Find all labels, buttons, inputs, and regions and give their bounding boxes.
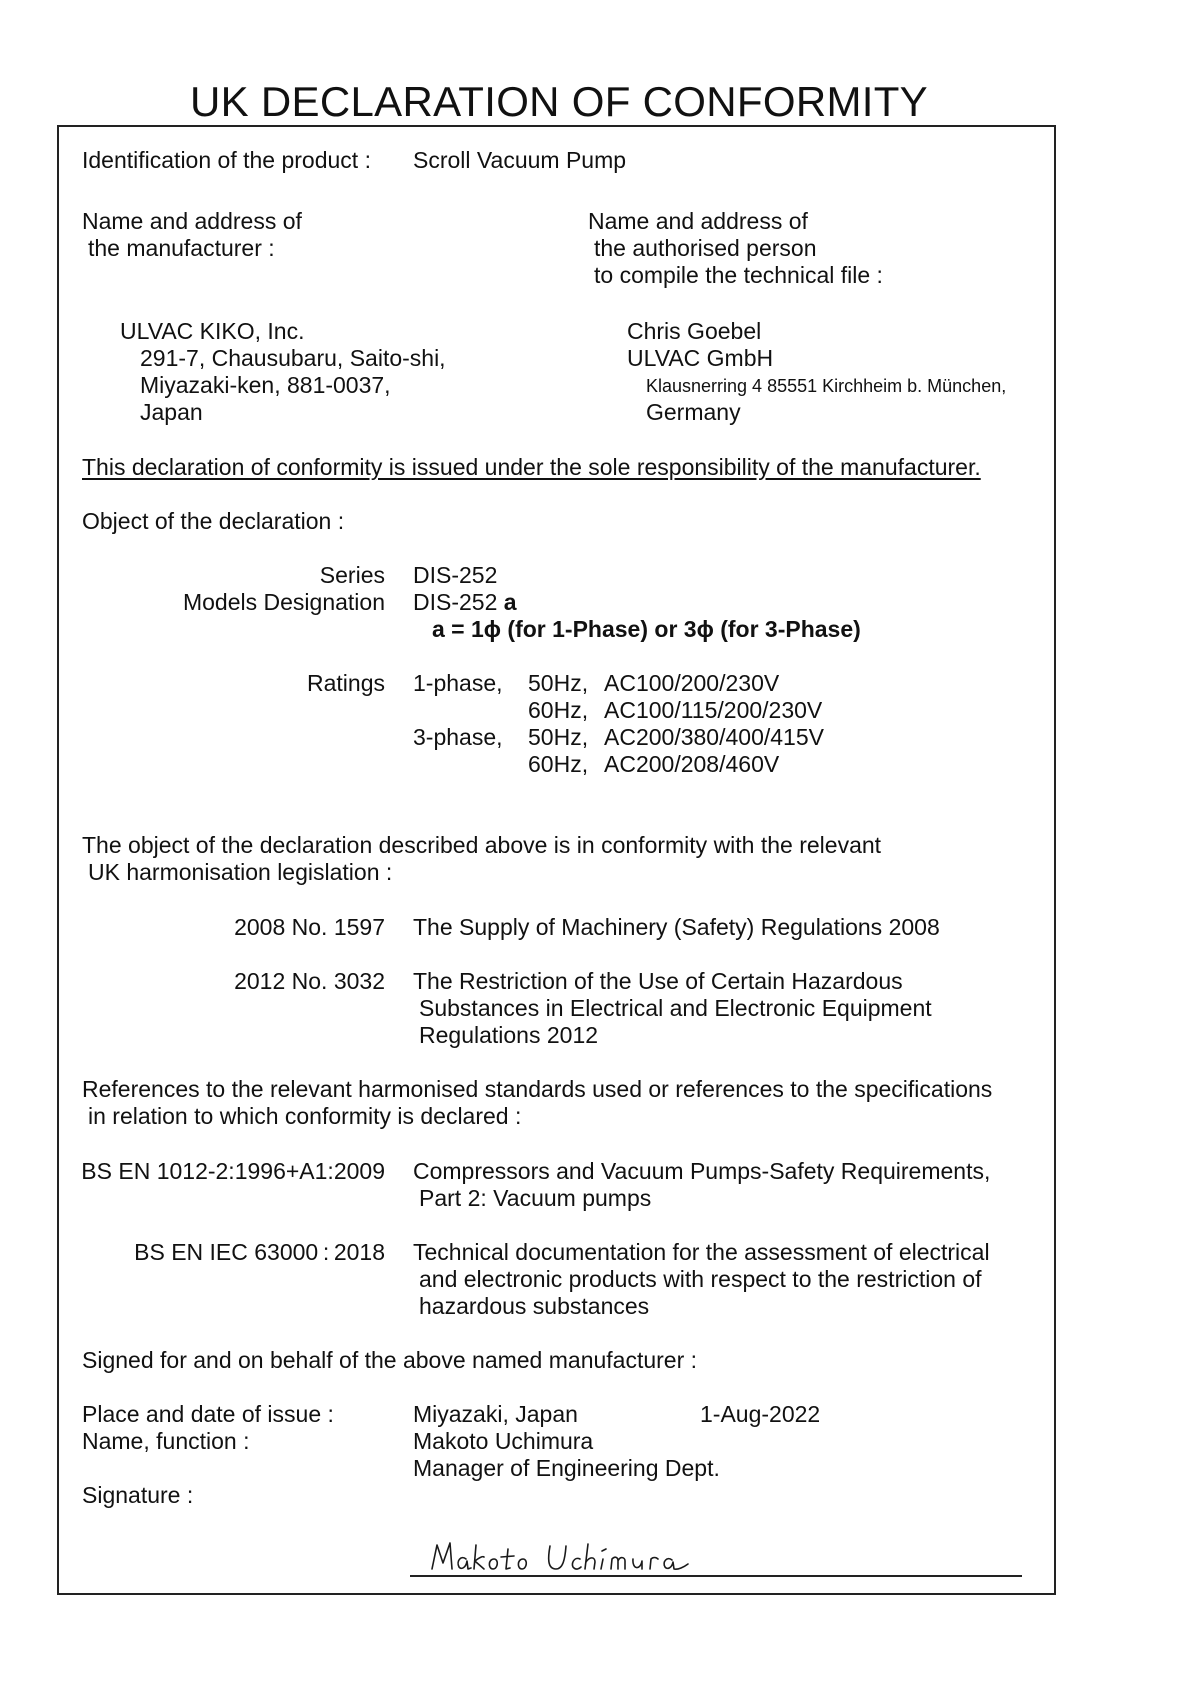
standard-title: Part 2: Vacuum pumps (419, 1185, 652, 1211)
rating-freq: 60Hz, (528, 751, 589, 777)
legislation-title: Substances in Electrical and Electronic Equipment (419, 995, 932, 1021)
standard-title: Compressors and Vacuum Pumps-Safety Requirements, (413, 1158, 991, 1184)
rating-freq: 60Hz, (528, 697, 589, 723)
rating-freq: 50Hz, (528, 670, 589, 696)
standards-intro-1: References to the relevant harmonised standards used or references to the specifications (82, 1076, 993, 1102)
manufacturer-country: Japan (140, 399, 203, 425)
models-suffix: a (503, 589, 517, 615)
authorised-heading-1: Name and address of (588, 208, 808, 234)
standard-title: Technical documentation for the assessment of electrical (413, 1239, 990, 1265)
manufacturer-heading-1: Name and address of (82, 208, 302, 234)
object-heading: Object of the declaration : (82, 508, 345, 534)
responsibility-statement: This declaration of conformity is issued under the sole responsibility of the manufacturer. (82, 454, 981, 480)
document-title: UK DECLARATION OF CONFORMITY (190, 78, 928, 125)
name-label: Name, function : (82, 1428, 250, 1454)
standard-title: and electronic products with respect to the restriction of (419, 1266, 982, 1292)
manufacturer-heading-2: the manufacturer : (88, 235, 275, 261)
signature-label: Signature : (82, 1482, 194, 1508)
models-label: Models Designation (182, 589, 385, 615)
authorised-country: Germany (646, 399, 741, 425)
rating-volts: AC100/200/230V (604, 670, 780, 696)
authorised-company: ULVAC GmbH (627, 345, 774, 371)
rating-volts: AC200/380/400/415V (604, 724, 824, 750)
legislation-intro-2: UK harmonisation legislation : (88, 859, 393, 885)
standard-title: hazardous substances (419, 1293, 650, 1319)
legislation-title: The Supply of Machinery (Safety) Regulations 2008 (413, 914, 940, 940)
ratings-label: Ratings (307, 670, 385, 696)
standard-ref: BS EN 1012-2:1996+A1:2009 (81, 1158, 385, 1184)
legislation-title: Regulations 2012 (419, 1022, 599, 1048)
legislation-ref: 2008 No. 1597 (234, 914, 385, 940)
authorised-heading-3: to compile the technical file : (594, 262, 883, 288)
models-note: a = 1ϕ (for 1-Phase) or 3ϕ (for 3-Phase) (432, 616, 861, 642)
series-value: DIS-252 (413, 562, 498, 588)
authorised-name: Chris Goebel (627, 318, 762, 344)
authorised-street: Klausnerring 4 85551 Kirchheim b. München, (646, 376, 1007, 396)
place-value: Miyazaki, Japan (413, 1401, 578, 1427)
rating-phase: 1-phase, (413, 670, 503, 696)
manufacturer-city: Miyazaki-ken, 881-0037, (140, 372, 391, 398)
signed-heading: Signed for and on behalf of the above named manufacturer : (82, 1347, 698, 1373)
rating-freq: 50Hz, (528, 724, 589, 750)
product-value: Scroll Vacuum Pump (413, 147, 627, 173)
series-label: Series (319, 562, 385, 588)
signature-line (410, 1575, 1022, 1577)
legislation-ref: 2012 No. 3032 (234, 968, 385, 994)
manufacturer-street: 291-7, Chausubaru, Saito-shi, (140, 345, 446, 371)
place-label: Place and date of issue : (82, 1401, 334, 1427)
legislation-intro-1: The object of the declaration described above is in conformity with the relevant (82, 832, 882, 858)
rating-volts: AC100/115/200/230V (604, 697, 823, 723)
authorised-heading-2: the authorised person (594, 235, 817, 261)
models-base: DIS-252 (413, 589, 498, 615)
rating-phase: 3-phase, (413, 724, 503, 750)
legislation-title: The Restriction of the Use of Certain Hazardous (413, 968, 903, 994)
issue-date: 1-Aug-2022 (700, 1401, 821, 1427)
models-value (413, 589, 517, 616)
manufacturer-company: ULVAC KIKO, Inc. (120, 318, 305, 344)
standards-intro-2: in relation to which conformity is declared : (88, 1103, 522, 1129)
standard-ref: BS EN IEC 63000 : 2018 (134, 1239, 385, 1265)
product-label: Identification of the product : (82, 147, 371, 173)
rating-volts: AC200/208/460V (604, 751, 780, 777)
function-value: Manager of Engineering Dept. (413, 1455, 720, 1481)
name-value: Makoto Uchimura (413, 1428, 594, 1454)
